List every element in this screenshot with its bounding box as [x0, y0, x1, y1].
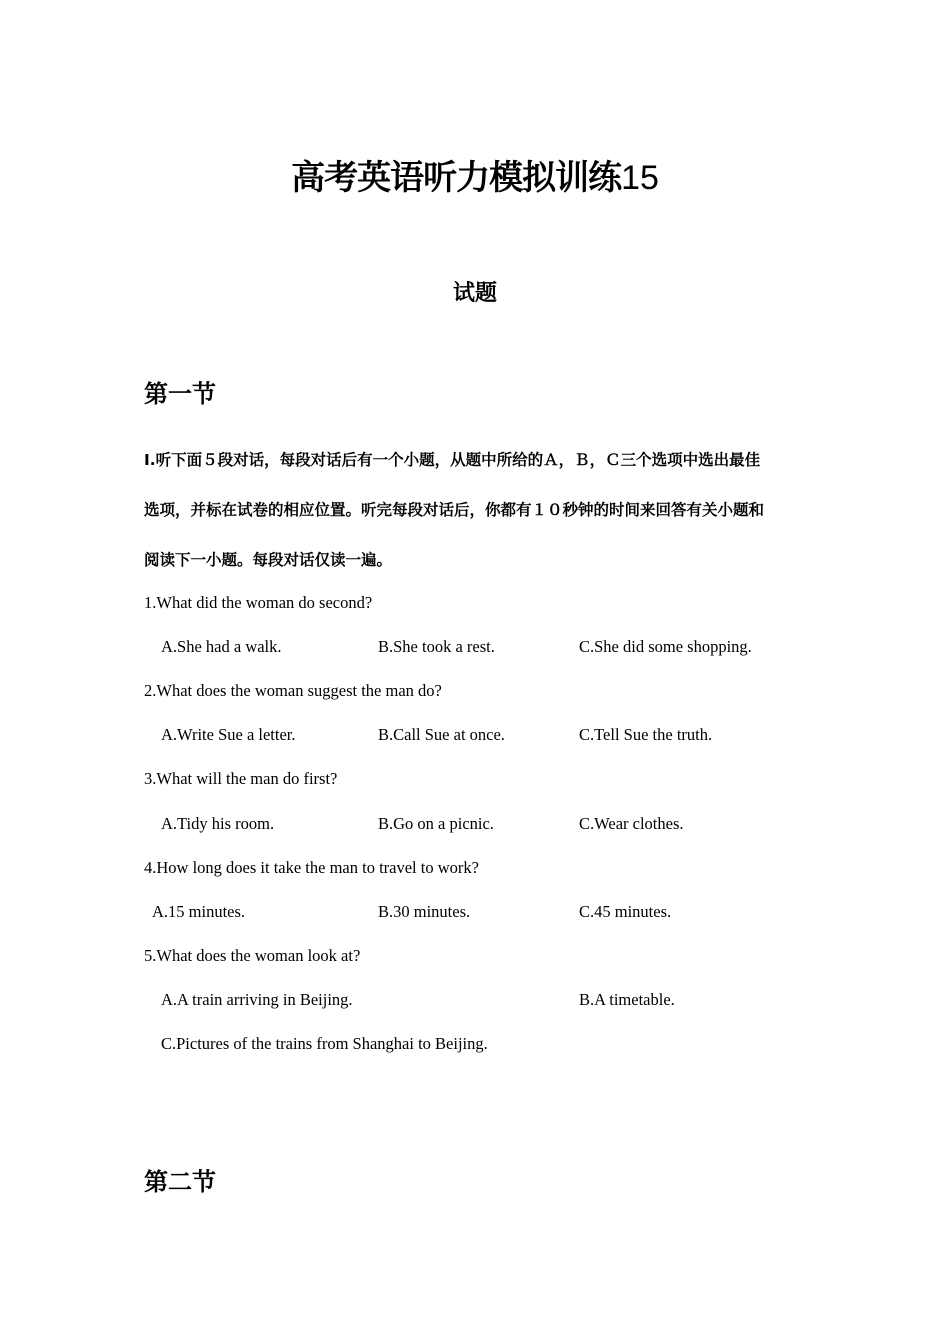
- q4-option-a: A.15 minutes.: [152, 902, 246, 921]
- q4-option-c: C.45 minutes.: [579, 902, 672, 921]
- q3-option-c: C.Wear clothes.: [579, 814, 684, 833]
- q3-option-b: B.Go on a picnic.: [378, 814, 494, 833]
- question-4: 4.How long does it take the man to travel to work?: [144, 858, 479, 877]
- q3-option-a: A.Tidy his room.: [161, 814, 275, 833]
- question-1: 1.What did the woman do second?: [144, 593, 373, 612]
- q4-option-b: B.30 minutes.: [378, 902, 471, 921]
- q2-option-a: A.Write Sue a letter.: [161, 725, 296, 744]
- question-3: 3.What will the man do first?: [144, 769, 338, 788]
- q5-option-b: B.A timetable.: [579, 990, 675, 1009]
- document-title: [0, 154, 950, 202]
- instruction-line-3: 阅读下一小题。每段对话仅读一遍。: [144, 551, 393, 569]
- section-1-heading: 第一节: [144, 380, 216, 408]
- q1-option-a: A.She had a walk.: [161, 637, 282, 656]
- question-2: 2.What does the woman suggest the man do?: [144, 681, 442, 700]
- question-5: 5.What does the woman look at?: [144, 946, 361, 965]
- title-number: 15: [621, 159, 659, 197]
- title-text: 高考英语听力模拟训练: [291, 158, 622, 198]
- instruction-line-2: 选项，并标在试卷的相应位置。听完每段对话后，你都有１０秒钟的时间来回答有关小题和: [144, 501, 765, 519]
- section-2-heading: 第二节: [144, 1168, 216, 1196]
- subtitle: 试题: [452, 281, 497, 306]
- q1-option-c: C.She did some shopping.: [579, 637, 752, 656]
- instruction-line-1: Ⅰ.听下面５段对话，每段对话后有一个小题，从题中所给的Ａ，Ｂ，Ｃ三个选项中选出最佳: [144, 451, 761, 469]
- q5-option-c: C.Pictures of the trains from Shanghai to Beijing.: [161, 1034, 488, 1053]
- q5-option-a: A.A train arriving in Beijing.: [161, 990, 353, 1009]
- q2-option-b: B.Call Sue at once.: [378, 725, 505, 744]
- q2-option-c: C.Tell Sue the truth.: [579, 725, 713, 744]
- q1-option-b: B.She took a rest.: [378, 637, 495, 656]
